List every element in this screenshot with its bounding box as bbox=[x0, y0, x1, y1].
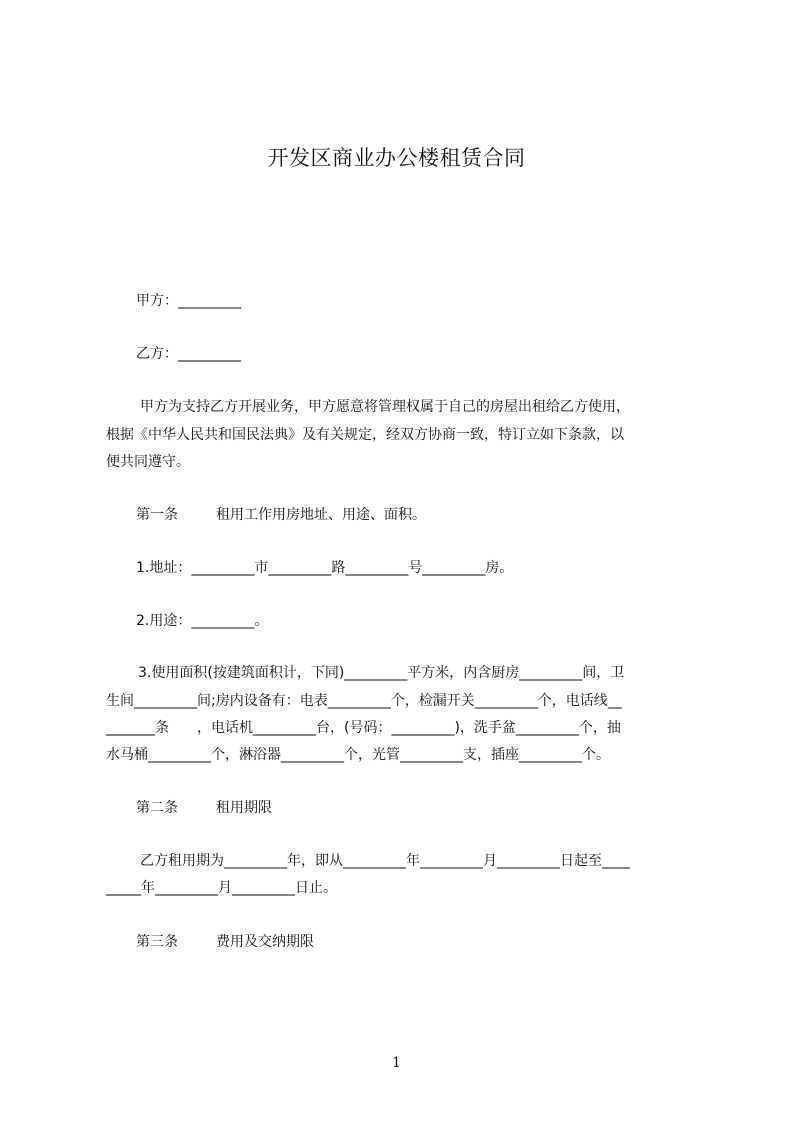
preamble-line-3: 便共同遵守。 bbox=[106, 454, 190, 470]
item-3-line-4: 水马桶_________个，淋浴器_________个，光管_________支，插座_________个。 bbox=[106, 747, 610, 763]
article-1-title: 租用工作用房地址、用途、面积。 bbox=[216, 507, 426, 523]
article-1-label: 第一条 bbox=[136, 507, 178, 523]
preamble-line-1: 甲方为支持乙方开展业务，甲方愿意将管理权属于自己的房屋出租给乙方使用， bbox=[140, 399, 630, 415]
article-2-title: 租用期限 bbox=[216, 800, 272, 816]
item-3-line-3: _______条 ，电话机_________台，(号码：_________)，洗手盆_________个，抽 bbox=[106, 720, 621, 736]
term-line-1: 乙方租用期为_________年，即从_________年_________月_________日起至____ bbox=[140, 853, 630, 869]
party-b-line: 乙方：_________ bbox=[136, 346, 241, 362]
preamble-line-2: 根据《中华人民共和国民法典》及有关规定，经双方协商一致，特订立如下条款，以 bbox=[106, 427, 624, 443]
item-2-usage: 2.用途：_________。 bbox=[136, 613, 269, 629]
article-3-heading bbox=[136, 933, 736, 951]
article-1-heading bbox=[136, 506, 736, 524]
document-title: 开发区商业办公楼租赁合同 bbox=[267, 146, 526, 170]
article-2-heading bbox=[136, 799, 736, 817]
party-a-line: 甲方：_________ bbox=[136, 293, 241, 309]
article-2-label: 第二条 bbox=[136, 800, 178, 816]
term-line-2: _____年_________月_________日止。 bbox=[106, 880, 337, 896]
item-3-line-2: 生间_________间;房内设备有：电表_________个，检漏开关_________个，电话线__ bbox=[106, 693, 622, 709]
article-3-title: 费用及交纳期限 bbox=[216, 934, 314, 950]
article-3-label: 第三条 bbox=[136, 934, 178, 950]
item-1-address: 1.地址：_________市_________路_________号_________房。 bbox=[136, 560, 514, 576]
page-number: 1 bbox=[392, 1055, 401, 1071]
item-3-line-1: 3.使用面积(按建筑面积计，下同)_________平方米，内含厨房_________间，卫 bbox=[138, 665, 625, 681]
